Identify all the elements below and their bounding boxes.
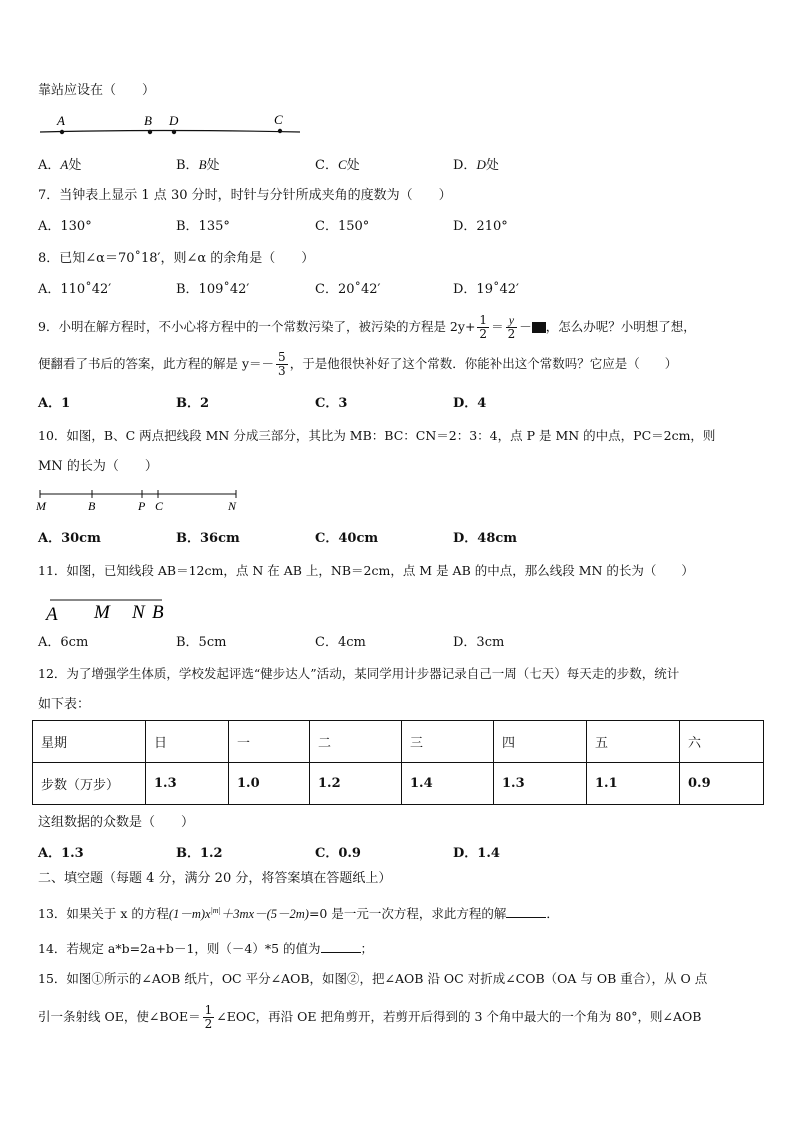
q10-stem-2: MN 的长为（ ） <box>38 459 158 474</box>
q12-option-d: D．1.4 <box>453 846 500 861</box>
q6-option-c: C．C处 <box>315 157 360 173</box>
q11-label-a: A <box>46 604 58 624</box>
q6-option-b: B．B处 <box>176 157 220 173</box>
answer-blank[interactable] <box>321 940 361 953</box>
q7-stem: 7．当钟表上显示 1 点 30 分时，时针与分针所成夹角的度数为（ ） <box>38 188 452 203</box>
q8-option-a: A．110˚42′ <box>38 282 112 297</box>
table-cell: 0.9 <box>680 763 764 805</box>
q6-point-c <box>278 129 282 133</box>
table-cell: 步数（万步） <box>33 763 146 805</box>
q14-stem: 14．若规定 a*b=2a+b－1，则（－4）*5 的值为 ； <box>38 941 374 956</box>
q7-option-d: D．210° <box>453 219 508 234</box>
table-cell: 二 <box>310 721 402 763</box>
q6-option-a: A．A处 <box>38 157 82 173</box>
q6-label-d: D <box>169 113 179 128</box>
q6-option-d: D．D处 <box>453 157 499 173</box>
q6-point-b <box>148 130 152 134</box>
q11-label-b: B <box>152 602 164 623</box>
q6-figure <box>38 112 308 142</box>
q10-label-p: P <box>138 499 146 513</box>
q13-stem: 13．如果关于 x 的方程$(1-m)x^{|m|}+3mx-(5-2m)=0$ 是一元一次方程，求此方程的解 ． <box>38 906 559 922</box>
q11-label-m: M <box>94 602 110 623</box>
q7-option-a: A．130° <box>38 219 92 234</box>
q10-figure <box>36 488 246 514</box>
section-heading: 二、填空题（每题 4 分，满分 20 分，将答案填在答题纸上） <box>38 871 392 886</box>
q6-stem-tail: 靠站应设在（ ） <box>38 83 156 98</box>
q7-option-b: B．135° <box>176 219 230 234</box>
q6-label-b: B <box>144 113 152 128</box>
q12-stem-2: 如下表： <box>38 697 91 712</box>
q15-fraction: $\frac{1}{2}$ <box>204 1003 213 1031</box>
q12-question: 这组数据的众数是（ ） <box>38 815 195 830</box>
q9-fraction-1: $\frac{1}{2}$ <box>479 313 488 341</box>
q15-line-2: 引一条射线 OE，使∠BOE＝ $\frac{1}{2}$ ∠EOC，再沿 OE 把角剪开，若剪开后得到的 3 个角中最大的一个角为 80°，则∠AOB <box>38 1003 702 1031</box>
q11-option-d: D．3cm <box>453 635 505 650</box>
q9-option-d: D．4 <box>453 396 487 411</box>
q10-label-c: C <box>155 499 164 513</box>
q9-option-c: C．3 <box>315 396 348 411</box>
q7-option-c: C．150° <box>315 219 370 234</box>
q8-option-d: D．19˚42′ <box>453 282 519 297</box>
q12-stem-1: 12．为了增强学生体质，学校发起评选“健步达人”活动，某同学用计步器记录自己一周（七天）每天走的步数，统计 <box>38 666 680 681</box>
table-cell: 一 <box>229 721 310 763</box>
q10-label-n: N <box>228 499 237 513</box>
q10-label-b: B <box>88 499 96 513</box>
q11-figure <box>44 596 184 624</box>
q8-option-c: C．20˚42′ <box>315 282 381 297</box>
q6-label-c: C <box>274 112 283 127</box>
table-cell: 1.3 <box>494 763 587 805</box>
q10-option-d: D．48cm <box>453 531 518 546</box>
table-cell: 1.2 <box>310 763 402 805</box>
q9-fraction-3: $\frac{5}{3}$ <box>278 350 286 378</box>
answer-blank[interactable] <box>506 905 546 918</box>
q9-option-a: A．1 <box>38 396 71 411</box>
table-cell: 1.4 <box>402 763 494 805</box>
table-row <box>33 721 764 763</box>
q12-option-b: B．1.2 <box>176 846 223 861</box>
q10-label-m: M <box>36 499 46 513</box>
q10-option-a: A．30cm <box>38 531 101 546</box>
q11-option-b: B．5cm <box>176 635 227 650</box>
table-cell: 1.0 <box>229 763 310 805</box>
table-cell: 六 <box>680 721 764 763</box>
q6-label-a: A <box>57 113 65 128</box>
table-cell: 1.1 <box>587 763 680 805</box>
q11-label-n: N <box>132 602 145 623</box>
ink-blot-icon <box>532 322 546 333</box>
q9-fraction-2: $\frac{y}{2}$ <box>507 313 516 341</box>
table-cell: 日 <box>146 721 229 763</box>
table-cell: 1.3 <box>146 763 229 805</box>
q10-option-b: B．36cm <box>176 531 240 546</box>
q9-option-b: B．2 <box>176 396 210 411</box>
q10-stem-1: 10．如图，B、C 两点把线段 MN 分成三部分，其比为 MB：BC：CN＝2：3：4，点 P 是 MN 的中点，PC＝2cm，则 <box>38 428 716 443</box>
q6-point-a <box>60 130 64 134</box>
q11-option-c: C．4cm <box>315 635 366 650</box>
q12-option-a: A．1.3 <box>38 846 84 861</box>
q15-line-1: 15．如图①所示的∠AOB 纸片，OC 平分∠AOB，如图②，把∠AOB 沿 OC 对折成∠COB（OA 与 OB 重合），从 O 点 <box>38 971 708 986</box>
table-cell: 五 <box>587 721 680 763</box>
q11-option-a: A．6cm <box>38 635 89 650</box>
steps-table <box>32 720 764 805</box>
q8-stem: 8．已知∠α＝70˚18′，则∠α 的余角是（ ） <box>38 251 315 266</box>
q10-option-c: C．40cm <box>315 531 379 546</box>
q12-option-c: C．0.9 <box>315 846 361 861</box>
table-row <box>33 763 764 805</box>
q9-line-2: 便翻看了书后的答案，此方程的解是 y＝－ $\frac{5}{3}$ ，于是他很快补好了这个常数．你能补出这个常数吗？它应是（ ） <box>38 350 678 378</box>
q9-line-1: 9．小明在解方程时，不小心将方程中的一个常数污染了，被污染的方程是 2y+ $\frac{1}{2}$ ＝ $\frac{y}{2}$ － ，怎么办呢？小明想了想， <box>38 313 696 341</box>
q6-point-d <box>172 130 176 134</box>
table-cell: 三 <box>402 721 494 763</box>
q8-option-b: B．109˚42′ <box>176 282 250 297</box>
q11-stem: 11．如图，已知线段 AB＝12cm，点 N 在 AB 上，NB＝2cm，点 M 是 AB 的中点，那么线段 MN 的长为（ ） <box>38 563 694 578</box>
table-cell: 四 <box>494 721 587 763</box>
table-cell: 星期 <box>33 721 146 763</box>
